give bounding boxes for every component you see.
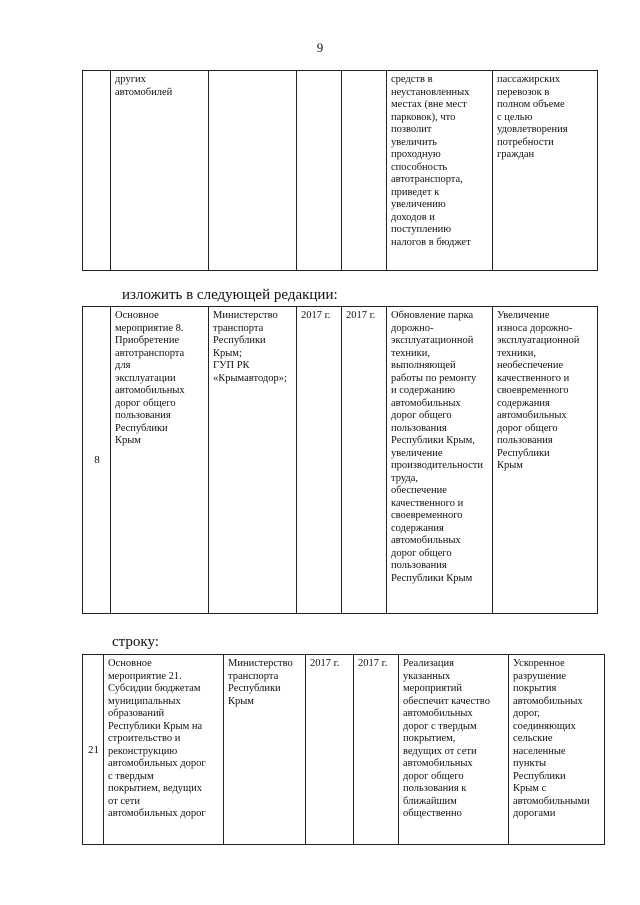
cell-consequence: Ускоренное разрушение покрытия автомобильных дорог, соединяющих сельские населенные пункты Республики Крым с автомобильными дорогами xyxy=(509,655,605,845)
cell-activity-name: Основное мероприятие 8. Приобретение автотранспорта для эксплуатации автомобильных дорог общего пользования Республики Крым xyxy=(111,307,209,614)
cell-num: 21 xyxy=(83,655,104,845)
cell-num: 8 xyxy=(83,307,111,614)
caption-row: строку: xyxy=(112,634,159,650)
table-continuation xyxy=(82,70,598,271)
cell-start-year: 2017 г. xyxy=(306,655,354,845)
cell-end-year: 2017 г. xyxy=(354,655,399,845)
cell-expected-result: Реализация указанных мероприятий обеспечит качество автомобильных дорог с твердым покрытием, ведущих от сети автомобильных дорог общего пользования к ближайшим общественно xyxy=(399,655,509,845)
cell-end-year: 2017 г. xyxy=(342,307,387,614)
table-row xyxy=(83,655,605,845)
cell-executor xyxy=(209,71,297,271)
cell-start-year: 2017 г. xyxy=(297,307,342,614)
table-row-21 xyxy=(82,654,605,845)
cell-consequence: Увеличение износа дорожно- эксплуатационной техники, необеспечение качественного и своевременного содержания автомобильных дорог общего пользования Республики Крым xyxy=(493,307,598,614)
cell-activity-name: Основное мероприятие 21. Субсидии бюджетам муниципальных образований Республики Крым на строительство и реконструкцию автомобильных дорог с твердым покрытием, ведущих от сети автомобильных дорог xyxy=(104,655,224,845)
table-row xyxy=(83,71,598,271)
cell-expected-result: Обновление парка дорожно- эксплуатационной техники, выполняющей работы по ремонту и содержанию автомобильных дорог общего пользования Республики Крым, увеличение производительности труда, обеспечение качественного и своевременного содержания автомобильных дорог общего пользования Республики Крым xyxy=(387,307,493,614)
cell-start-year xyxy=(297,71,342,271)
cell-num xyxy=(83,71,111,271)
caption-new-edition: изложить в следующей редакции: xyxy=(122,287,338,303)
cell-activity-name: других автомобилей xyxy=(111,71,209,271)
cell-executor: Министерство транспорта Республики Крым; ГУП РК «Крымавтодор»; xyxy=(209,307,297,614)
cell-expected-result: средств в неустановленных местах (вне мест парковок), что позволит увеличить проходную способность автотранспорта, приведет к увеличению доходов и поступлению налогов в бюджет xyxy=(387,71,493,271)
cell-end-year xyxy=(342,71,387,271)
cell-executor: Министерство транспорта Республики Крым xyxy=(224,655,306,845)
table-row-8 xyxy=(82,306,598,614)
cell-consequence: пассажирских перевозок в полном объеме с целью удовлетворения потребности граждан xyxy=(493,71,598,271)
page-number: 9 xyxy=(316,40,324,55)
table-row xyxy=(83,307,598,614)
